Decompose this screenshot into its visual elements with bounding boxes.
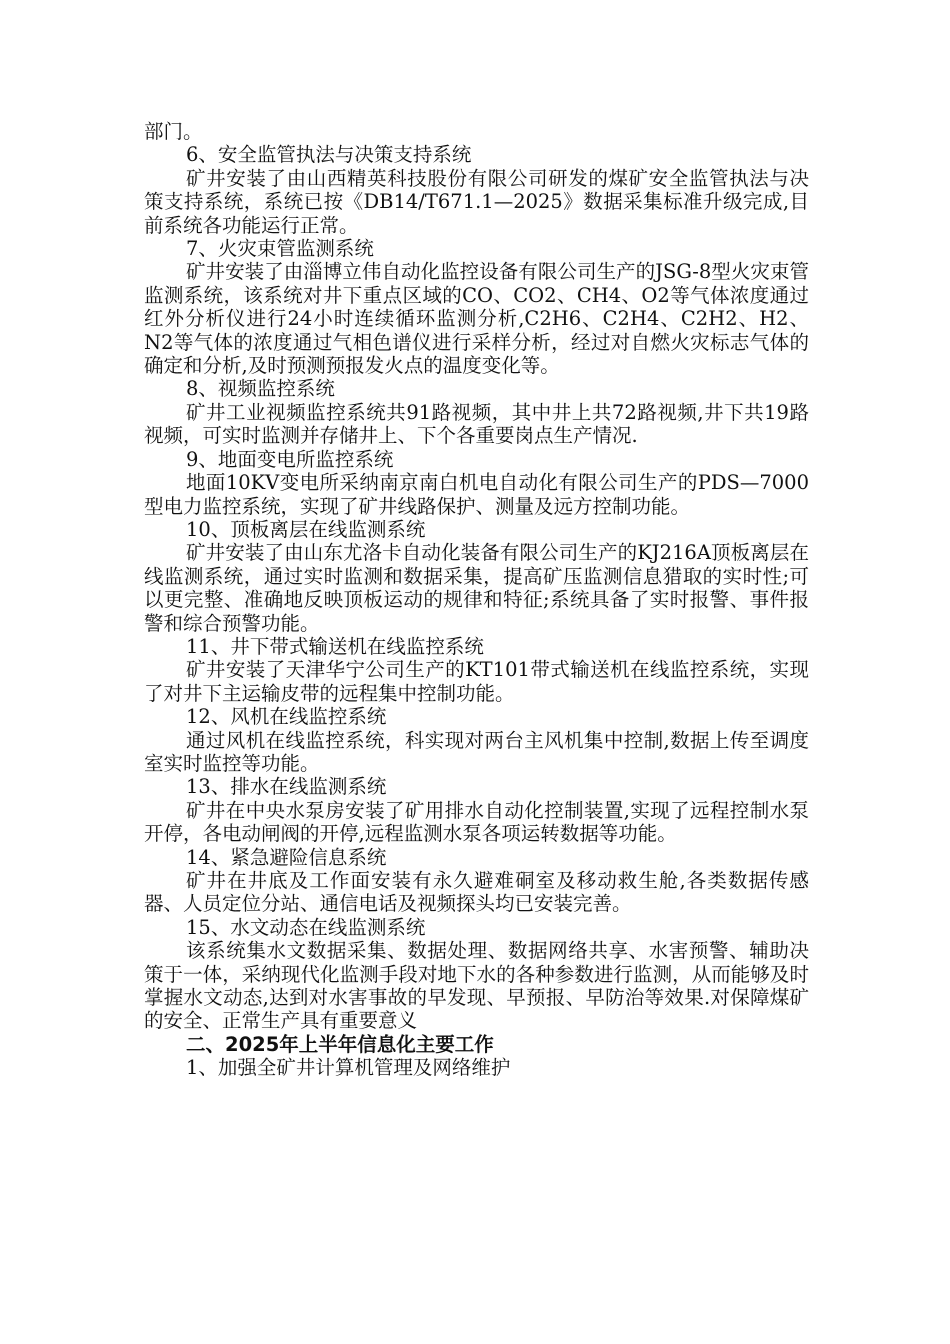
body-paragraph: 矿井安装了由山西精英科技股份有限公司研发的煤矿安全监管执法与决策支持系统，系统已按《DB14/T671.1—2025》数据采集标准升级完成,目前系统各功能运行正常。: [144, 166, 809, 237]
subsection-heading-9: 9、地面变电所监控系统: [186, 447, 394, 471]
document-body: [144, 120, 809, 1080]
body-paragraph: 矿井在中央水泵房安装了矿用排水自动化控制装置,实现了远程控制水泵开停，各电动闸阀的开停,远程监测水泵各项运转数据等功能。: [144, 798, 809, 846]
subsection-heading-13: 13、排水在线监测系统: [186, 775, 387, 799]
body-paragraph: 矿井安装了由山东尤洛卡自动化装备有限公司生产的KJ216A顶板离层在线监测系统，通过实时监测和数据采集，提高矿压监测信息猎取的实时性;可以更完整、准确地反映顶板运动的规律和特征;系统具备了实时报警、事件报警和综合预警功能。: [144, 541, 809, 635]
subsection-heading-11: 11、井下带式输送机在线监控系统: [186, 634, 484, 658]
subsection-heading-6: 6、安全监管执法与决策支持系统: [186, 143, 472, 167]
subsection-heading-15: 15、水文动态在线监测系统: [186, 915, 426, 939]
subsection-heading-12: 12、风机在线监控系统: [186, 705, 387, 729]
body-paragraph: 矿井工业视频监控系统共91路视频，其中井上共72路视频,井下共19路视频，可实时监测并存储井上、下个各重要岗点生产情况.: [144, 400, 809, 448]
subsection-heading-10: 10、顶板离层在线监测系统: [186, 517, 426, 541]
subsection-heading-14: 14、紧急避险信息系统: [186, 845, 387, 869]
body-paragraph: 矿井在井底及工作面安装有永久避难硐室及移动救生舱,各类数据传感器、人员定位分站、通信电话及视频探头均已安装完善。: [144, 869, 809, 916]
subsection-heading-8: 8、视频监控系统: [186, 377, 335, 401]
body-paragraph: 矿井安装了天津华宁公司生产的KT101带式输送机在线监控系统，实现了对井下主运输皮带的远程集中控制功能。: [144, 658, 809, 705]
body-paragraph: 通过风机在线监控系统，科实现对两台主风机集中控制,数据上传至调度室实时监控等功能。: [144, 728, 809, 775]
section-heading-2: 二、2025年上半年信息化主要工作: [186, 1032, 494, 1056]
subsection-heading-2-1: 1、加强全矿井计算机管理及网络维护: [186, 1056, 511, 1080]
body-paragraph: 该系统集水文数据采集、数据处理、数据网络共享、水害预警、辅助决策于一体，采纳现代化监测手段对地下水的各种参数进行监测，从而能够及时掌握水文动态,达到对水害事故的早发现、早预报、早防治等效果.对保障煤矿的安全、正常生产具有重要意义: [144, 939, 809, 1033]
body-continuation-paragraph: 部门。: [144, 120, 203, 143]
body-paragraph: 地面10KV变电所采纳南京南白机电自动化有限公司生产的PDS—7000型电力监控系统，实现了矿井线路保护、测量及远方控制功能。: [144, 471, 809, 518]
body-paragraph: 矿井安装了由淄博立伟自动化监控设备有限公司生产的JSG-8型火灾束管监测系统，该系统对井下重点区域的CO、CO2、CH4、O2等气体浓度通过红外分析仪进行24小时连续循环监测分析,C2H6、C2H4、C2H2、H2、N2等气体的浓度通过气相色谱仪进行采样分析，经过对自燃火灾标志气体的确定和分析,及时预测预报发火点的温度变化等。: [144, 260, 809, 378]
subsection-heading-7: 7、火灾束管监测系统: [186, 237, 374, 261]
